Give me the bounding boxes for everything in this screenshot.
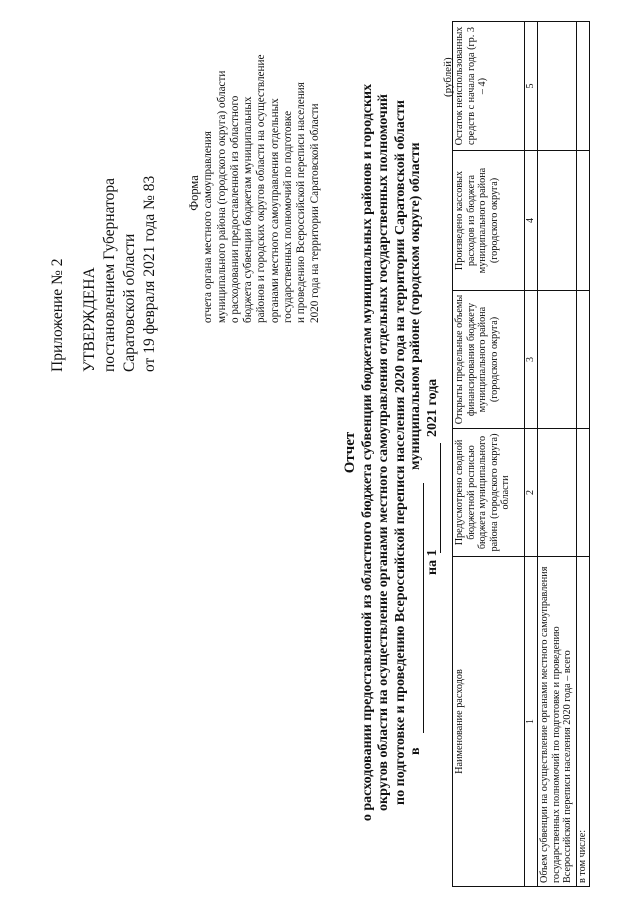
table-header-row <box>453 22 525 887</box>
report-title-line: округов области на осуществление органами местного самоуправления отдельных государственных полномочий <box>376 94 391 811</box>
approved-label: УТВЕРЖДЕНА <box>81 267 98 372</box>
appendix-label: Приложение № 2 <box>49 258 66 372</box>
form-note-line: органами местного самоуправления отдельных <box>268 98 281 323</box>
column-number: 1 <box>525 557 538 887</box>
table-row <box>577 22 590 887</box>
date-suffix: 2021 года <box>425 378 440 437</box>
column-number: 4 <box>525 151 538 291</box>
table-cell <box>577 151 590 291</box>
table-header: Произведено кассовых расходов из бюджета муниципального района (городского округа) <box>453 151 525 291</box>
table-cell <box>538 22 577 151</box>
form-note-line: отчета органа местного самоуправления <box>202 131 215 323</box>
approval-line-2: Саратовской области <box>121 233 138 372</box>
table-header: Наименование расходов <box>453 557 525 887</box>
column-number: 3 <box>525 291 538 429</box>
table-header: Остаток неиспользованных средств с начала года (гр. 3 – 4) <box>453 22 525 151</box>
table-cell <box>538 151 577 291</box>
table-cell <box>577 429 590 557</box>
table-cell <box>577 291 590 429</box>
table-header: Открыты предельные объемы финансирования бюджету муниципального района (городского округа) <box>453 291 525 429</box>
report-title-line: о расходовании предоставленной из областного бюджета субвенции бюджетам муниципальных районов и городских <box>359 83 375 822</box>
region-prefix: в <box>408 747 423 755</box>
column-number-row <box>525 22 538 887</box>
form-heading: Форма <box>187 175 201 211</box>
table-cell: Объем субвенции на осуществление органами местного самоуправления государственных полномочий по подготовке и проведению Всероссийской переписи населения 2020 года – всего <box>538 557 577 887</box>
table-row <box>538 22 577 887</box>
approval-line-3: от 19 февраля 2021 года № 83 <box>141 175 158 372</box>
region-blank-line <box>423 483 424 733</box>
form-note-line: муниципального района (городского округа) области <box>215 70 228 323</box>
form-note-line: районов и городских округов области на осуществление <box>255 54 268 323</box>
report-title-line: по подготовке и проведению Всероссийской переписи населения 2020 года на территории Саратовской области <box>392 100 408 805</box>
date-row <box>425 335 445 575</box>
form-note-line: бюджета субвенции бюджетам муниципальных <box>242 96 255 323</box>
column-number: 2 <box>525 429 538 557</box>
form-note-line: о расходовании предоставленной из областного <box>228 95 241 323</box>
date-prefix: на 1 <box>425 549 440 575</box>
column-number: 5 <box>525 22 538 151</box>
approval-block <box>48 42 160 372</box>
table-header: Предусмотрено сводной бюджетной росписью бюджета муниципального района (городского округа) области <box>453 429 525 557</box>
table-cell <box>538 291 577 429</box>
report-title-block <box>342 20 409 885</box>
region-suffix: муниципальном районе (городском округе) области <box>408 142 423 470</box>
date-blank-line <box>440 443 441 553</box>
table-cell <box>577 22 590 151</box>
expense-table <box>452 21 590 887</box>
report-title: Отчет <box>342 431 358 474</box>
table-cell <box>538 429 577 557</box>
units-label: (рублей) <box>442 57 454 97</box>
table-cell: в том числе: <box>577 557 590 887</box>
form-note-line: 2020 года на территории Саратовской области <box>308 103 321 323</box>
form-note <box>188 23 322 323</box>
approval-line-1: постановлением Губернатора <box>101 177 118 372</box>
form-note-line: государственных полномочий по подготовке <box>282 110 295 323</box>
form-note-line: и проведению Всероссийской переписи населения <box>295 82 308 323</box>
